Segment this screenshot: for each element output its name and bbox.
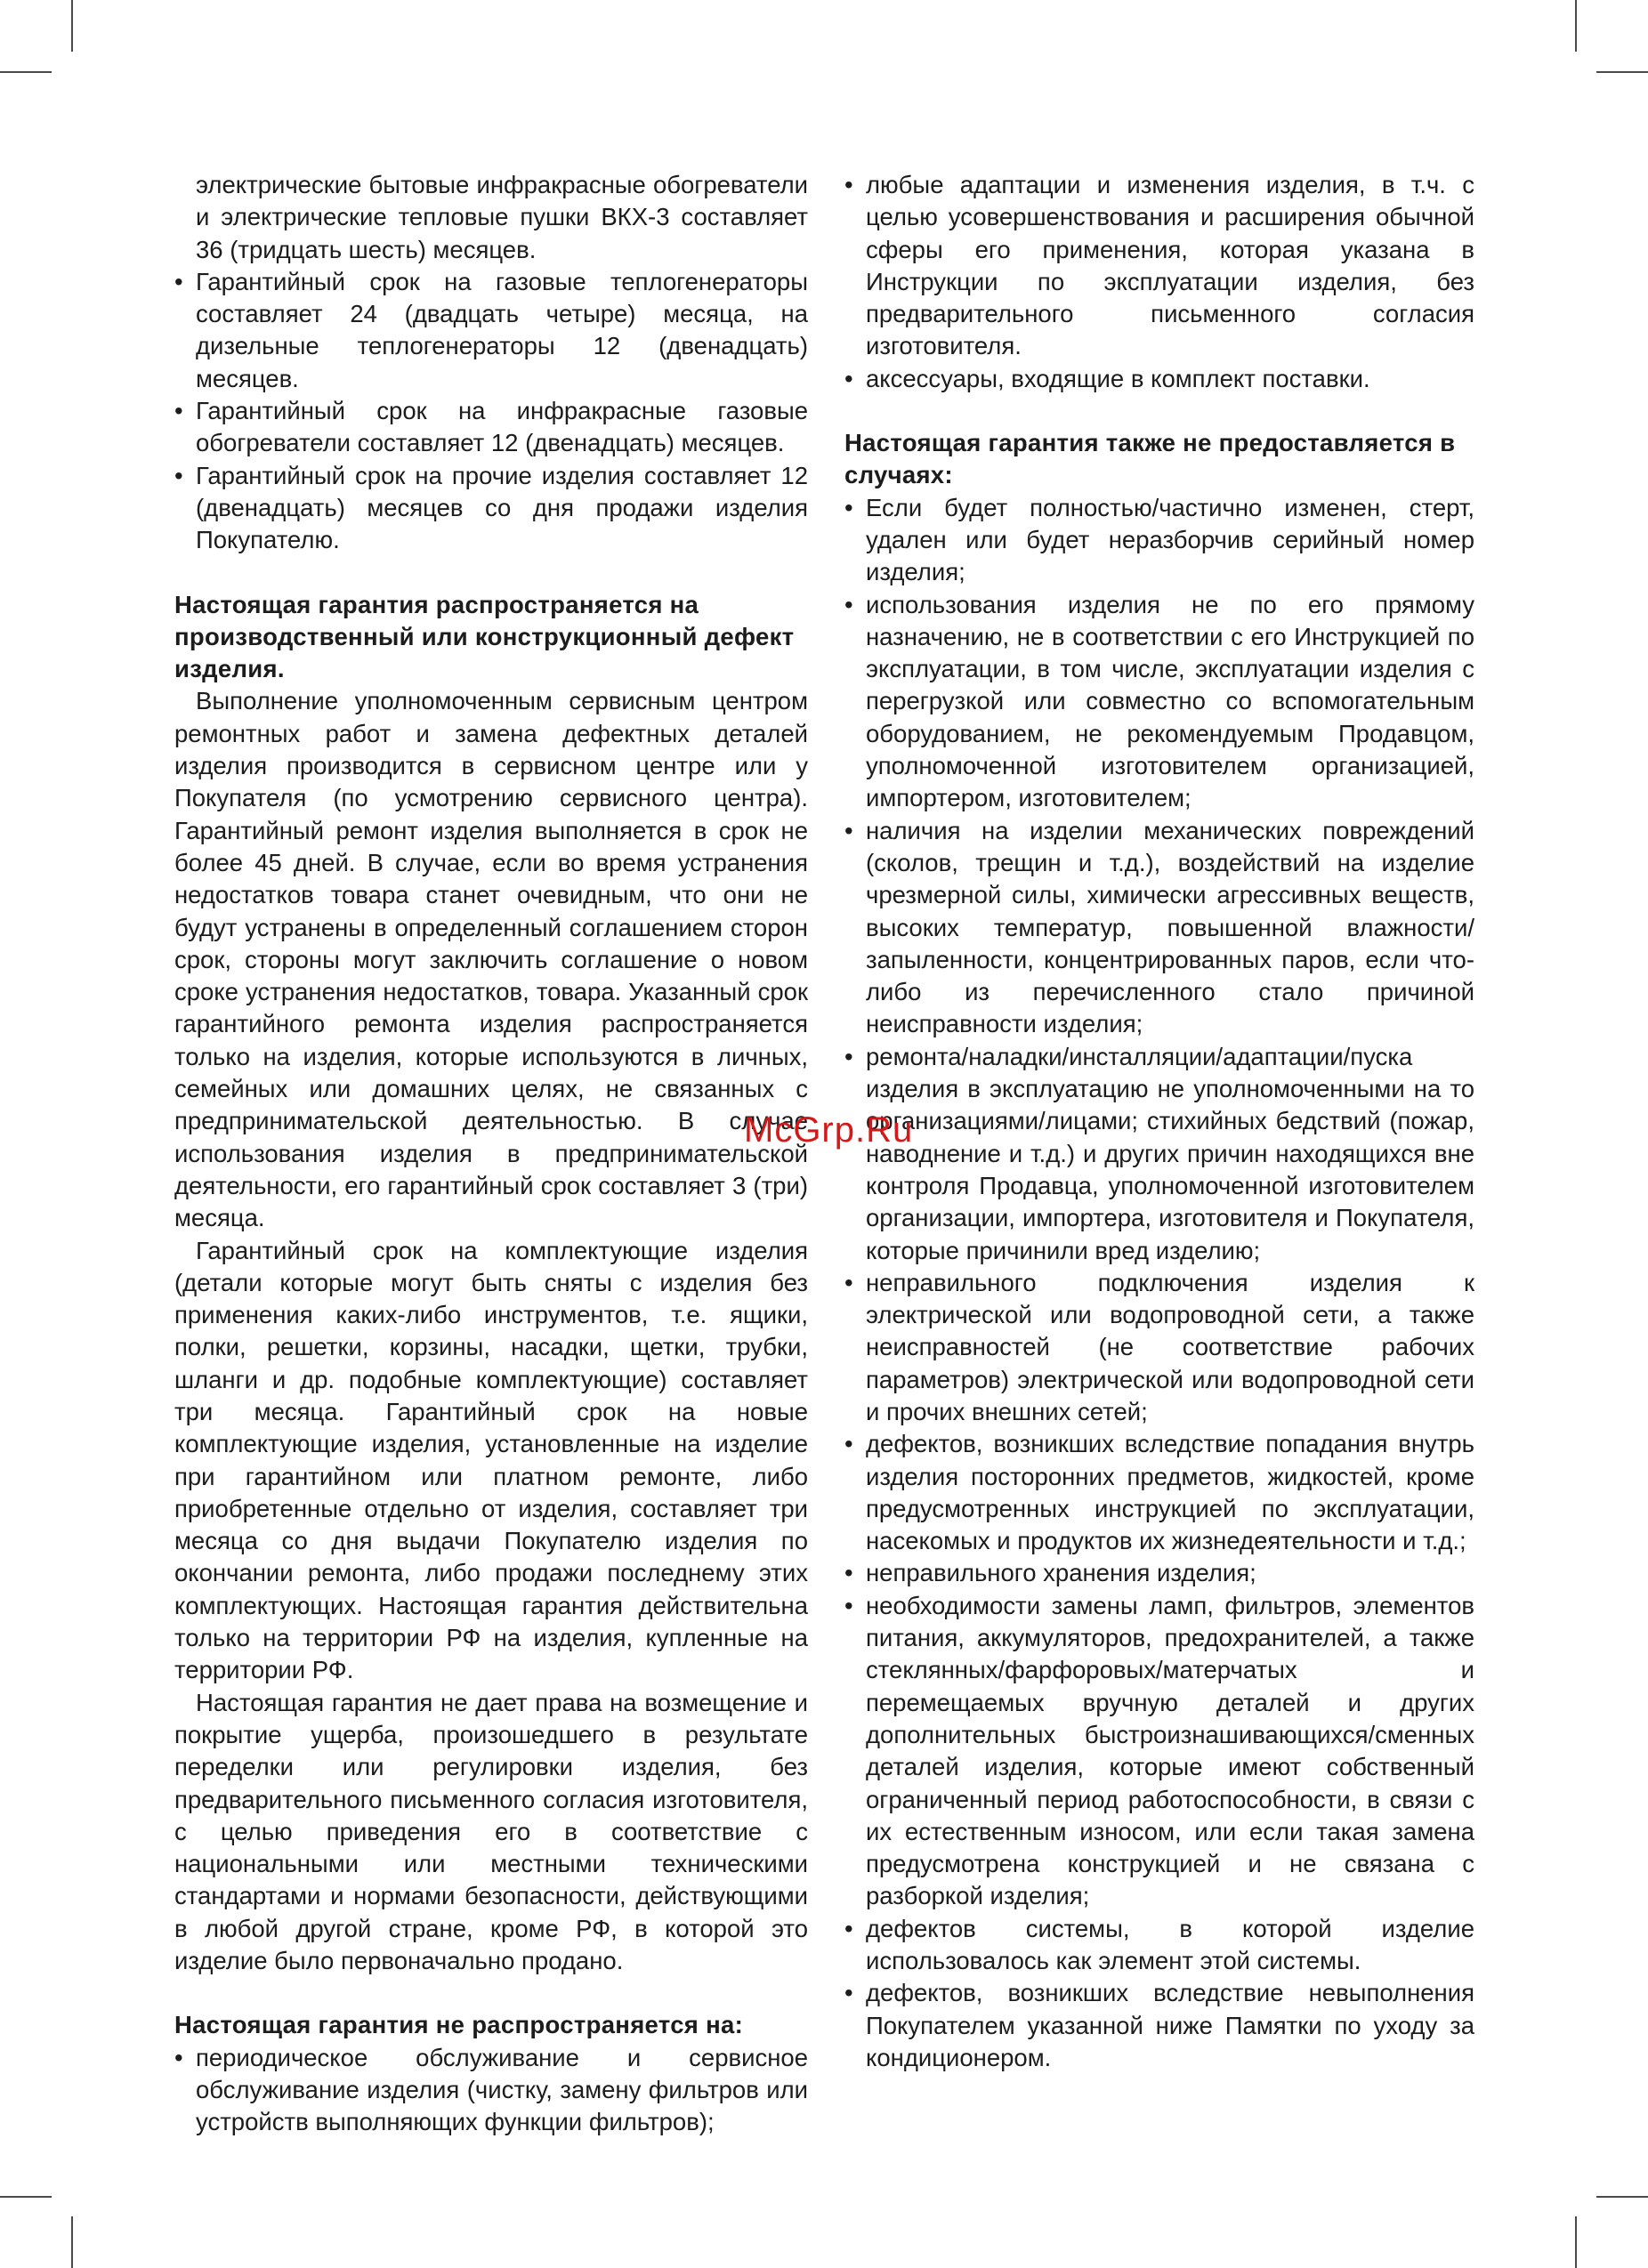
exclusion-cases-list bbox=[844, 492, 1474, 2075]
bullet-icon: • bbox=[844, 590, 853, 618]
bullet-icon: • bbox=[844, 1268, 853, 1296]
list-item: • периодическое обслуживание и сервисное обслуживание изделия (чистку, замену фильтров или устройств выполняющих функции фильтров); bbox=[174, 2042, 808, 2139]
bullet-icon: • bbox=[174, 397, 183, 425]
section-heading-coverage: Настоящая гарантия распространяется на производственный или конструкционный дефект изделия. bbox=[174, 590, 795, 683]
crop-mark bbox=[1596, 71, 1648, 73]
list-item: • наличия на изделии механических повреждений (сколов, трещин и т.д.), воздействий на изделие чрезмерной силы, химически агрессивных веществ, высоких температур, повышенной влажности/запыленности, концентрированных паров, если что-либо из перечисленного стало причиной неисправности изделия; bbox=[844, 815, 1474, 1041]
bullet-icon: • bbox=[844, 1591, 853, 1619]
list-item: • использования изделия не по его прямому назначению, не в соответствии с его Инструкцией по эксплуатации, в том числе, эксплуатации изделия с перегрузкой или совместно со вспомогательным оборудованием, не рекомендуемым Продавцом, уполномоченной изготовителем организацией, импортером, изготовителем; bbox=[844, 589, 1474, 815]
bullet-icon: • bbox=[844, 816, 853, 844]
list-item: • любые адаптации и изменения изделия, в т.ч. с целью усовершенствования и расширения обычной сферы его применения, которая указана в Инструкции по эксплуатации изделия, без предварительного письменного согласия изготовителя. bbox=[844, 169, 1474, 363]
bullet-icon: • bbox=[844, 364, 853, 392]
crop-mark bbox=[1575, 2216, 1577, 2268]
list-item: • Если будет полностью/частично изменен, стерт, удален или будет неразборчив серийный номер изделия; bbox=[844, 492, 1474, 589]
right-column bbox=[844, 169, 1474, 2074]
list-item: • Гарантийный срок на прочие изделия составляет 12 (двенадцать) месяцев со дня продажи изделия Покупателю. bbox=[174, 460, 808, 557]
list-item: • неправильного хранения изделия; bbox=[844, 1557, 1474, 1589]
bullet-icon: • bbox=[844, 1559, 853, 1587]
list-item: • неправильного подключения изделия к электрической или водопроводной сети, а также неисправностей (не соответствие рабочих параметров) электрической или водопроводной сети и прочих внешних сетей; bbox=[844, 1267, 1474, 1428]
bullet-icon: • bbox=[174, 461, 183, 489]
section-heading-exclusions: Настоящая гарантия не распространяется на: bbox=[174, 2011, 744, 2039]
list-item: • дефектов, возникших вследствие попадания внутрь изделия посторонних предметов, жидкостей, кроме предусмотренных инструкцией по эксплуатации, насекомых и продуктов их жизнедеятельности и т.д.; bbox=[844, 1428, 1474, 1557]
warranty-term-list bbox=[174, 266, 808, 557]
bullet-icon: • bbox=[174, 267, 183, 295]
crop-mark bbox=[1575, 0, 1577, 52]
watermark: McGrp.Ru bbox=[744, 1110, 914, 1150]
section-heading-cases: Настоящая гарантия также не предоставляется в случаях: bbox=[844, 429, 1456, 489]
paragraph: Выполнение уполномоченным сервисным центром ремонтных работ и замена дефектных деталей изделия производится в сервисном центре или у Покупателя (по усмотрению сервисного центра). Гарантийный ремонт изделия выполняется в срок не более 45 дней. В случае, если во время устранения недостатков товара станет очевидным, что они не будут устранены в определенный соглашением сторон срок, стороны могут заключить соглашение о новом сроке устранения недостатков, товара. Указанный срок гарантийного ремонта изделия распространяется только на изделия, которые используются в личных, семейных или домашних целях, не связанных с предпринимательской деятельностью. В случае использования изделия в предпринимательской деятельности, его гарантийный срок составляет 3 (три) месяца. bbox=[174, 687, 808, 1232]
crop-mark bbox=[71, 2216, 73, 2268]
list-item: • Гарантийный срок на газовые теплогенераторы составляет 24 (двадцать четыре) месяца, на дизельные теплогенераторы 12 (двенадцать) месяцев. bbox=[174, 266, 808, 395]
bullet-icon: • bbox=[844, 1042, 853, 1070]
list-item: • аксессуары, входящие в комплект поставки. bbox=[844, 363, 1474, 395]
crop-mark bbox=[1596, 2196, 1648, 2198]
paragraph: Гарантийный срок на комплектующие изделия (детали которые могут быть сняты с изделия без применения каких-либо инструментов, т.е. ящики, полки, решетки, корзины, насадки, щетки, трубки, шланги и др. подобные комплектующие) составляет три месяца. Гарантийный срок на новые комплектующие изделия, установленные на изделие при гарантийном или платном ремонте, либо приобретенные отдельно от изделия, составляет три месяца со дня выдачи Покупателю изделия по окончании ремонта, либо продажи последнему этих комплектующих. Настоящая гарантия действительна только на территории РФ на изделия, купленные на территории РФ. bbox=[174, 1236, 808, 1684]
crop-mark bbox=[71, 0, 73, 52]
intro-continuation: электрические бытовые инфракрасные обогреватели и электрические тепловые пушки ВКХ-3 составляет 36 (тридцать шесть) месяцев. bbox=[196, 171, 808, 263]
crop-mark bbox=[0, 71, 52, 73]
bullet-icon: • bbox=[844, 1914, 853, 1942]
bullet-icon: • bbox=[844, 171, 853, 198]
paragraph: Настоящая гарантия не дает права на возмещение и покрытие ущерба, произошедшего в результате переделки или регулировки изделия, без предварительного письменного согласия изготовителя, с целью приведения его в соответствие с национальными или местными техническими стандартами и нормами безопасности, действующими в любой другой стране, кроме РФ, в которой это изделие было первоначально продано. bbox=[174, 1688, 808, 1975]
list-item: • дефектов, возникших вследствие невыполнения Покупателем указанной ниже Памятки по уходу за кондиционером. bbox=[844, 1977, 1474, 2074]
list-item: • дефектов системы, в которой изделие использовалось как элемент этой системы. bbox=[844, 1913, 1474, 1978]
list-item: • Гарантийный срок на инфракрасные газовые обогреватели составляет 12 (двенадцать) месяцев. bbox=[174, 395, 808, 460]
bullet-icon: • bbox=[174, 2043, 183, 2071]
left-column bbox=[174, 169, 808, 2139]
list-item: • ремонта/наладки/инсталляции/адаптации/пуска изделия в эксплуатацию не уполномоченными на то организациями/лицами; стихийных бедствий (пожар, наводнение и т.д.) и других причин находящихся вне контроля Продавца, уполномоченной изготовителем организации, импортера, изготовителя и Покупателя, которые причинили вред изделию; bbox=[844, 1041, 1474, 1267]
bullet-icon: • bbox=[844, 1430, 853, 1458]
bullet-icon: • bbox=[844, 493, 853, 521]
bullet-icon: • bbox=[844, 1979, 853, 2007]
list-item: • необходимости замены ламп, фильтров, элементов питания, аккумуляторов, предохранителей, а также стеклянных/фарфоровых/матерчатых и перемещаемых вручную деталей и других дополнительных быстроизнашивающихся/сменных деталей изделия, которые имеют собственный ограниченный период работоспособности, в связи с их естественным износом, или если такая замена предусмотрена конструкцией и не связана с разборкой изделия; bbox=[844, 1590, 1474, 1913]
crop-mark bbox=[0, 2196, 52, 2198]
